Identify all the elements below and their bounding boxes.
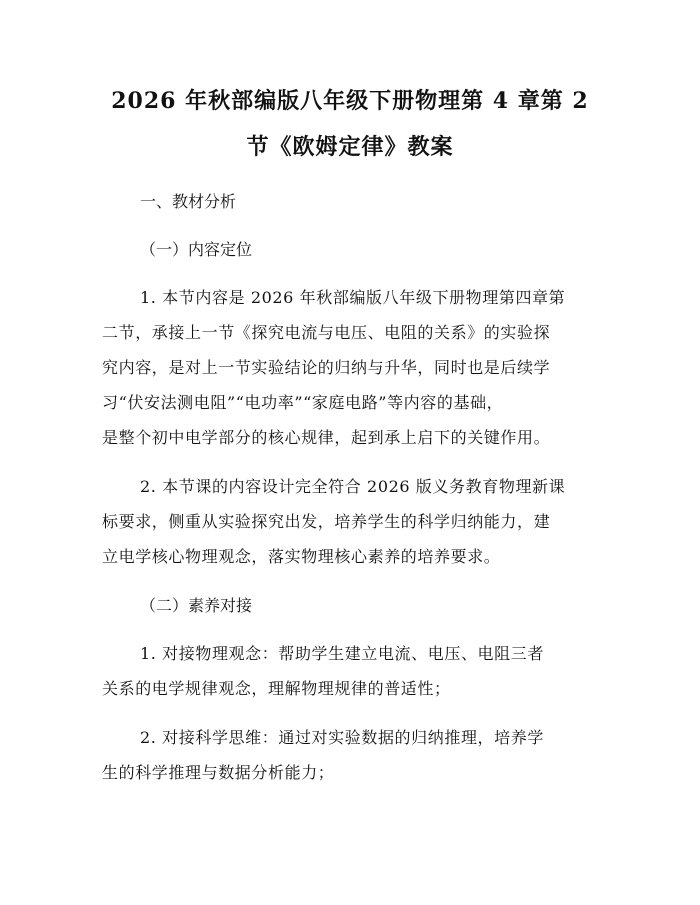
document-title-line-1: 2026 年秋部编版八年级下册物理第 4 章第 2 [111, 88, 589, 114]
paragraph-line: 关系的电学规律观念，理解物理规律的普适性； [102, 679, 451, 698]
paragraph-line: 二节，承接上一节《探究电流与电压、电阻的关系》的实验探 [102, 323, 551, 342]
document-title-line-2: 节《欧姆定律》教案 [246, 134, 454, 160]
paragraph-line: 标要求，侧重从实验探究出发，培养学生的科学归纳能力，建 [102, 512, 551, 531]
paragraph-line: 1. 对接物理观念：帮助学生建立电流、电压、电阻三者 [140, 644, 544, 663]
paragraph-line: 1. 本节内容是 2026 年秋部编版八年级下册物理第四章第 [140, 288, 566, 307]
paragraph-line: 习“伏安法测电阻”“电功率”“家庭电路”等内容的基础， [102, 393, 504, 412]
paragraph-line: 立电学核心物理观念，落实物理核心素养的培养要求。 [102, 547, 501, 566]
paragraph-line: 是整个初中电学部分的核心规律，起到承上启下的关键作用。 [102, 428, 551, 447]
paragraph-line: 2. 对接科学思维：通过对实验数据的归纳推理，培养学 [140, 728, 544, 747]
subsection-heading-content-positioning: （一）内容定位 [140, 240, 253, 259]
subsection-heading-literacy-alignment: （二）素养对接 [140, 596, 253, 615]
paragraph-line: 2. 本节课的内容设计完全符合 2026 版义务教育物理新课 [140, 477, 566, 496]
section-heading-textbook-analysis: 一、教材分析 [140, 192, 237, 211]
paragraph-line: 究内容，是对上一节实验结论的归纳与升华，同时也是后续学 [102, 358, 551, 377]
paragraph-line: 生的科学推理与数据分析能力； [102, 763, 335, 782]
